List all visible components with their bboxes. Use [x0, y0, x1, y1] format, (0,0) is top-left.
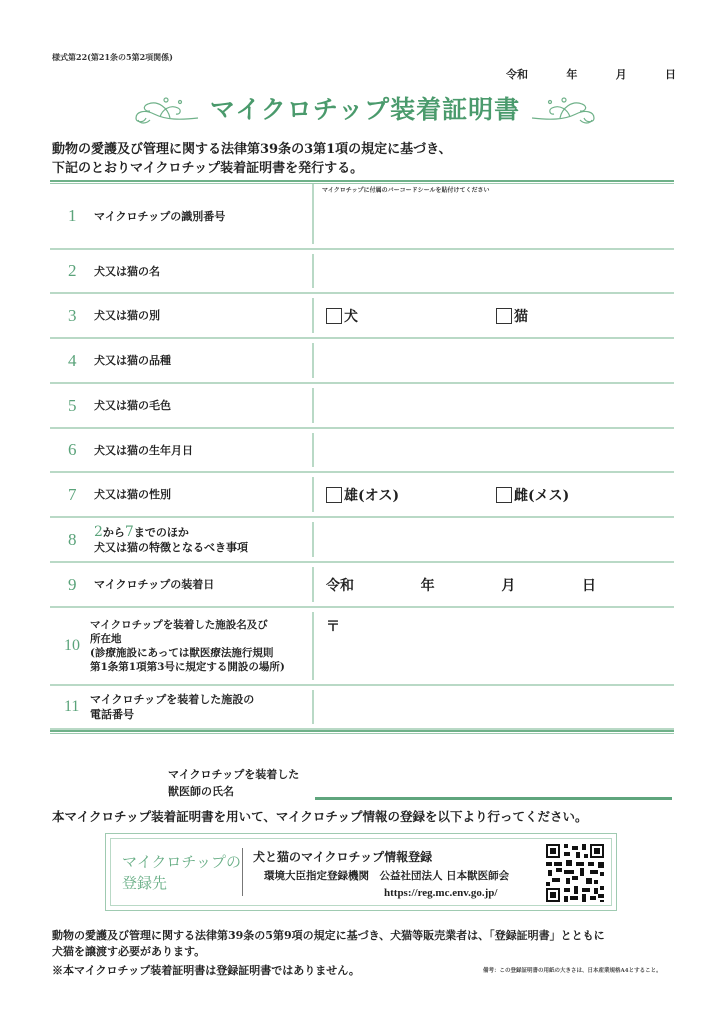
facility-phone-field[interactable]	[312, 690, 674, 724]
sex-field	[312, 477, 674, 512]
label-text: 動物の愛護及び管理に関する法律第39条の5第9項の規定に基づき、犬猫等販売業者は、「登録証明書」とともに	[52, 929, 605, 942]
row-number: 3	[68, 305, 77, 325]
label-text: マイクロチップを装着した施設名及び	[90, 619, 268, 631]
row-number: 4	[68, 350, 77, 370]
label-text: 獣医師の氏名	[168, 785, 234, 798]
row-number: 11	[64, 698, 80, 715]
row-number: 10	[64, 637, 80, 654]
row-label: 犬又は猫の性別	[94, 488, 171, 501]
row-number: 6	[68, 440, 77, 459]
barcode-hint: マイクロチップに付属のバーコードシールを貼付けてください	[322, 187, 490, 194]
form-row-facility	[50, 608, 674, 686]
checkbox-icon	[326, 308, 342, 324]
breed-field[interactable]	[312, 343, 674, 378]
row-label: 犬又は猫の名	[94, 264, 160, 278]
registration-box	[105, 833, 617, 911]
title-banner	[120, 88, 610, 128]
label-text: 犬猫を譲渡す必要があります。	[52, 945, 206, 958]
date-month: 月	[501, 577, 516, 594]
postal-mark-icon: 〒	[326, 619, 340, 635]
sex-male-checkbox[interactable]	[326, 485, 496, 505]
registry-url-link[interactable]: https://reg.mc.env.go.jp/	[384, 887, 498, 899]
label-text: 登録先	[122, 874, 168, 892]
checkbox-icon	[496, 487, 512, 503]
checkbox-icon	[496, 308, 512, 324]
features-field[interactable]	[312, 522, 674, 557]
chip-id-field[interactable]	[312, 184, 674, 244]
date-month: 月	[615, 68, 627, 81]
intro-line-1: 動物の愛護及び管理に関する法律第39条の3第1項の規定に基づき、	[52, 142, 452, 157]
row-number: 1	[68, 206, 77, 225]
registry-name: 犬と猫のマイクロチップ情報登録	[253, 850, 433, 864]
date-era: 令和	[506, 68, 528, 81]
implant-date-field[interactable]	[312, 567, 674, 602]
date-year: 年	[420, 577, 435, 594]
ref-number: 2	[94, 523, 103, 540]
date-era: 令和	[326, 577, 354, 594]
form-row-birthdate	[50, 429, 674, 473]
date-day: 日	[581, 577, 596, 594]
row-number: 2	[68, 261, 77, 280]
species-dog-checkbox[interactable]	[326, 306, 496, 326]
form-row-phone	[50, 686, 674, 730]
form-row-chip-id	[50, 184, 674, 250]
row-number: 8	[68, 529, 77, 549]
ref-number: 7	[124, 523, 134, 540]
certificate-form	[50, 180, 674, 734]
label-text: マイクロチップを装着した施設の	[90, 693, 255, 706]
row-label	[90, 618, 285, 674]
sex-female-checkbox[interactable]	[496, 485, 569, 505]
pet-name-field[interactable]	[312, 254, 674, 288]
issue-date[interactable]	[506, 66, 676, 82]
form-row-sex	[50, 473, 674, 518]
row-label: マイクロチップの装着日	[94, 578, 215, 591]
label-text: (診療施設にあっては獣医療法施行規則	[90, 647, 274, 659]
registry-org: 環境大臣指定登録機関 公益社団法人 日本獣医師会	[264, 870, 510, 882]
registration-heading	[122, 852, 241, 894]
flourish-right-icon	[530, 90, 600, 126]
date-day: 日	[664, 68, 676, 81]
option-label: 犬	[344, 308, 358, 325]
intro-text	[52, 140, 452, 178]
label-text: までのほか	[133, 525, 189, 539]
option-label: 雌(メス)	[514, 487, 570, 504]
divider	[242, 848, 243, 896]
intro-line-2: 下記のとおりマイクロチップ装着証明書を発行する。	[52, 161, 364, 176]
form-code: 様式第22(第21条の5第2項関係)	[52, 52, 173, 62]
label-text: から	[102, 525, 125, 539]
birthdate-field[interactable]	[312, 433, 674, 467]
row-label: 犬又は猫の毛色	[94, 399, 171, 412]
coat-color-field[interactable]	[312, 388, 674, 423]
registration-notice: 本マイクロチップ装着証明書を用いて、マイクロチップ情報の登録を以下より行ってください。	[52, 809, 588, 824]
checkbox-icon	[326, 487, 342, 503]
label-text: 犬又は猫の特徴となるべき事項	[94, 540, 248, 554]
row-label: 犬又は猫の別	[94, 309, 160, 322]
flourish-left-icon	[130, 90, 200, 126]
label-text: マイクロチップの	[122, 853, 241, 871]
row-label: 犬又は猫の品種	[94, 354, 171, 367]
law-notice	[52, 928, 605, 960]
row-label: マイクロチップの識別番号	[94, 209, 226, 223]
row-number: 9	[68, 574, 77, 594]
label-text: 所在地	[90, 633, 122, 645]
label-text: 第1条第1項第3号に規定する開設の場所)	[90, 661, 285, 673]
form-row-breed	[50, 339, 674, 384]
qr-code-icon[interactable]	[546, 844, 604, 902]
form-row-implant-date	[50, 563, 674, 608]
label-text: 電話番号	[90, 708, 134, 721]
form-row-name	[50, 250, 674, 294]
paper-size-remark: 備考：この登録証明書の用紙の大きさは、日本産業規格A4とすること。	[483, 968, 662, 974]
species-cat-checkbox[interactable]	[496, 306, 528, 326]
option-label: 猫	[514, 308, 528, 325]
form-row-features	[50, 518, 674, 563]
form-row-species	[50, 294, 674, 339]
vet-name-label	[168, 766, 299, 800]
label-text: マイクロチップを装着した	[168, 768, 300, 781]
row-label: 犬又は猫の生年月日	[94, 443, 193, 457]
row-number: 7	[68, 484, 77, 504]
facility-address-field[interactable]	[312, 612, 674, 680]
species-field	[312, 298, 674, 333]
row-label	[94, 525, 248, 555]
form-row-coat-color	[50, 384, 674, 429]
disclaimer: ※本マイクロチップ装着証明書は登録証明書ではありません。	[52, 964, 360, 977]
row-label	[90, 692, 254, 722]
page-title: マイクロチップ装着証明書	[209, 95, 521, 124]
vet-name-field[interactable]	[315, 797, 672, 800]
table-bottom-rule	[50, 730, 674, 734]
option-label: 雄(オス)	[344, 487, 400, 504]
row-number: 5	[68, 395, 77, 415]
date-year: 年	[566, 68, 578, 81]
